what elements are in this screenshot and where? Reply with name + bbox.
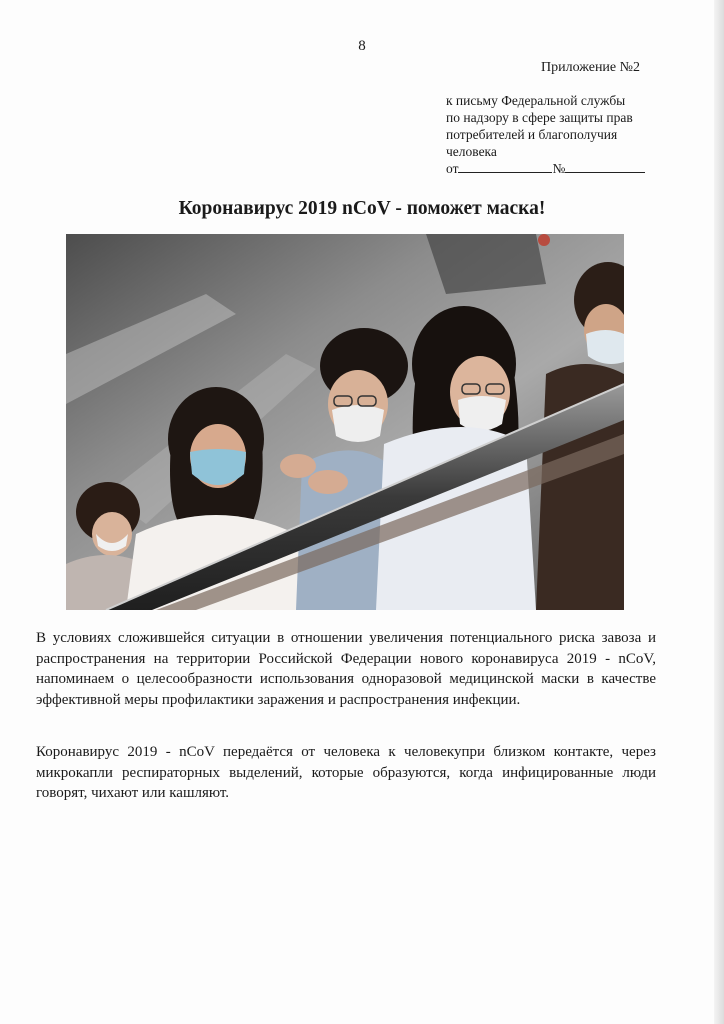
number-prefix: №: [552, 161, 566, 176]
number-blank: [565, 160, 645, 173]
annex-label: Приложение №2: [541, 60, 640, 75]
recipient-line: к письму Федеральной службы: [446, 93, 626, 108]
person-hand: [280, 454, 316, 478]
date-blank: [458, 160, 552, 173]
document-title: Коронавирус 2019 nCoV - поможет маска!: [178, 198, 546, 219]
date-prefix: от: [446, 161, 459, 176]
recipient-block: [446, 92, 676, 177]
body-paragraph: Коронавирус 2019 - nCoV передаётся от человека к человекупри близком контакте, через микрокапли респираторных выделений, которые образуются, когда инфицированные люди говорят, чихают или кашляют.: [36, 744, 656, 801]
person-hand: [308, 470, 348, 494]
face-mask: [458, 396, 506, 431]
recipient-line: потребителей и благополучия: [446, 127, 618, 142]
photo-illustration: [66, 234, 624, 610]
recipient-line: по надзору в сфере защиты прав: [446, 110, 633, 125]
date-number-line: [446, 160, 676, 177]
blurred-light: [538, 234, 550, 246]
blurred-car: [426, 234, 546, 294]
people-in-masks-photo: [66, 234, 624, 610]
page-number: 8: [358, 38, 366, 54]
recipient-line: человека: [446, 144, 497, 159]
body-paragraph: В условиях сложившейся ситуации в отношении увеличения потенциального риска завоза и распространения на территории Российской Федерации нового коронавируса 2019 - nCoV, напоминаем о целесообразности использования одноразовой медицинской маски в качестве эффективной меры профилактики заражения и распространения инфекции.: [36, 630, 656, 708]
page-edge-shadow: [714, 0, 724, 1024]
face-mask: [332, 405, 384, 442]
